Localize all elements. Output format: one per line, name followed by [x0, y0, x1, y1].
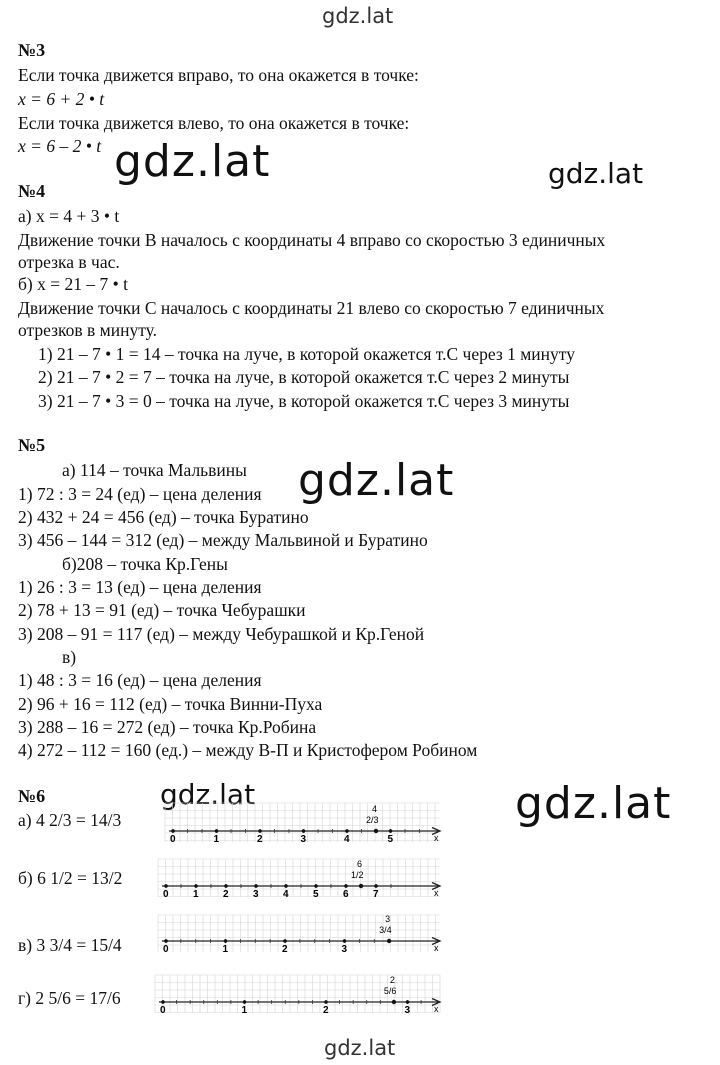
tick-label: 1 — [222, 944, 229, 955]
tick-point — [258, 829, 262, 833]
watermark: gdz.lat — [515, 778, 672, 829]
mark-fraction-label: 5/6 — [383, 986, 397, 996]
marked-point — [374, 829, 378, 833]
mark-fraction-label: 3/4 — [379, 925, 392, 935]
task-6-number: №6 — [18, 786, 46, 806]
task-5-step: 3) 456 – 144 = 312 (ед) – между Мальвиной и Буратино — [18, 530, 428, 550]
task-6-part-d: г) 2 5/6 = 17/6 — [18, 988, 121, 1008]
tick-point — [284, 884, 288, 888]
tick-label: 7 — [373, 889, 379, 900]
tick-label: 4 — [283, 889, 289, 900]
task-5-step: 2) 432 + 24 = 456 (ед) – точка Буратино — [18, 507, 309, 527]
task-6-part-a: а) 4 2/3 = 14/3 — [18, 810, 122, 830]
tick-point — [302, 829, 306, 833]
tick-label: 3 — [404, 1005, 411, 1016]
watermark: gdz.lat — [548, 157, 644, 190]
tick-label: 1 — [193, 889, 199, 900]
tick-label: 0 — [170, 834, 176, 845]
tick-point — [406, 1000, 410, 1004]
task-5-step: 1) 48 : 3 = 16 (ед) – цена деления — [18, 670, 262, 690]
tick-point — [171, 829, 175, 833]
watermark-bottom: gdz.lat — [324, 1036, 396, 1060]
tick-label: 2 — [223, 889, 229, 900]
task-3-number: №3 — [18, 40, 46, 60]
tick-point — [164, 884, 168, 888]
task-5-step: 1) 26 : 3 = 13 (ед) – цена деления — [18, 577, 262, 597]
task-3-text: Если точка движется вправо, то она окажется в точке: — [18, 65, 419, 85]
watermark: gdz.lat — [160, 778, 256, 811]
tick-label: 0 — [163, 889, 169, 900]
tick-label: 3 — [253, 889, 259, 900]
task-4-text: отрезков в минуту. — [18, 320, 158, 340]
axis-label: x — [434, 1004, 439, 1014]
task-4-text: Движение точки В началось с координаты 4 вправо со скоростью 3 единичных — [18, 230, 606, 250]
tick-label: 1 — [213, 834, 220, 845]
tick-label: 2 — [323, 1005, 329, 1016]
task-3-text: Если точка движется влево, то она окажется в точке: — [18, 113, 410, 133]
tick-point — [194, 884, 198, 888]
tick-point — [343, 939, 347, 943]
axis-label: x — [434, 943, 439, 953]
tick-label: 3 — [341, 944, 348, 955]
task-5-part-b: б)208 – точка Кр.Гены — [62, 554, 228, 574]
tick-label: 6 — [343, 889, 349, 900]
watermark-top: gdz.lat — [322, 4, 394, 28]
mark-fraction-label: 2/3 — [366, 815, 379, 825]
task-5-step: 1) 72 : 3 = 24 (ед) – цена деления — [18, 484, 262, 504]
task-4-step: 3) 21 – 7 • 3 = 0 – точка на луче, в которой окажется т.С через 3 минуты — [38, 391, 570, 411]
tick-label: 0 — [160, 1005, 166, 1016]
task-3-formula: x = 6 – 2 • t — [18, 136, 102, 156]
tick-point — [161, 1000, 165, 1004]
task-6-part-b: б) 6 1/2 = 13/2 — [18, 868, 123, 888]
tick-label: 2 — [282, 944, 288, 955]
task-4-step: 1) 21 – 7 • 1 = 14 – точка на луче, в которой окажется т.С через 1 минуту — [38, 344, 575, 364]
tick-point — [324, 1000, 328, 1004]
tick-point — [254, 884, 258, 888]
mark-whole-label: 4 — [372, 804, 378, 814]
task-5-number: №5 — [18, 435, 46, 455]
tick-point — [345, 829, 349, 833]
tick-point — [283, 939, 287, 943]
mark-whole-label: 2 — [389, 975, 395, 985]
tick-label: 4 — [344, 834, 350, 845]
task-5-step: 3) 288 – 16 = 272 (ед) – точка Кр.Робина — [18, 717, 317, 737]
tick-point — [374, 884, 378, 888]
task-4-text: Движение точки С началось с координаты 21 влево со скоростью 7 единичных — [18, 298, 605, 318]
tick-point — [215, 829, 219, 833]
mark-whole-label: 6 — [357, 859, 363, 869]
task-4-step: 2) 21 – 7 • 2 = 7 – точка на луче, в которой окажется т.С через 2 минуты — [38, 367, 570, 387]
task-4-formula: а) x = 4 + 3 • t — [18, 206, 120, 226]
tick-point — [224, 884, 228, 888]
axis-label: x — [434, 833, 439, 843]
tick-label: 1 — [241, 1005, 248, 1016]
tick-label: 5 — [387, 834, 394, 845]
marked-point — [392, 1000, 396, 1004]
task-5-step: 2) 96 + 16 = 112 (ед) – точка Винни-Пуха — [18, 694, 323, 714]
watermark: gdz.lat — [114, 136, 271, 187]
task-5-step: 3) 208 – 91 = 117 (ед) – между Чебурашкой и Кр.Геной — [18, 624, 425, 644]
tick-point — [389, 829, 393, 833]
tick-label: 2 — [257, 834, 263, 845]
tick-point — [314, 884, 318, 888]
tick-label: 3 — [300, 834, 307, 845]
task-4-text: отрезка в час. — [18, 252, 120, 272]
tick-point — [164, 939, 168, 943]
marked-point — [359, 884, 363, 888]
tick-point — [243, 1000, 247, 1004]
marked-point — [387, 939, 391, 943]
axis-label: x — [434, 888, 439, 898]
tick-point — [224, 939, 228, 943]
tick-point — [344, 884, 348, 888]
task-5-step: 4) 272 – 112 = 160 (ед.) – между В-П и Кристофером Робином — [18, 740, 478, 760]
task-6-part-c: в) 3 3/4 = 15/4 — [18, 935, 122, 955]
task-4-number: №4 — [18, 181, 46, 201]
task-5-step: 2) 78 + 13 = 91 (ед) – точка Чебурашки — [18, 600, 306, 620]
task-5-part-a: а) 114 – точка Мальвины — [62, 460, 247, 480]
mark-whole-label: 3 — [385, 914, 391, 924]
tick-label: 5 — [313, 889, 319, 900]
task-4-formula: б) x = 21 – 7 • t — [18, 274, 128, 294]
watermark: gdz.lat — [298, 455, 455, 506]
tick-label: 0 — [163, 944, 169, 955]
task-3-formula: x = 6 + 2 • t — [18, 89, 105, 109]
mark-fraction-label: 1/2 — [351, 870, 364, 880]
task-5-part-c: в) — [62, 647, 77, 667]
